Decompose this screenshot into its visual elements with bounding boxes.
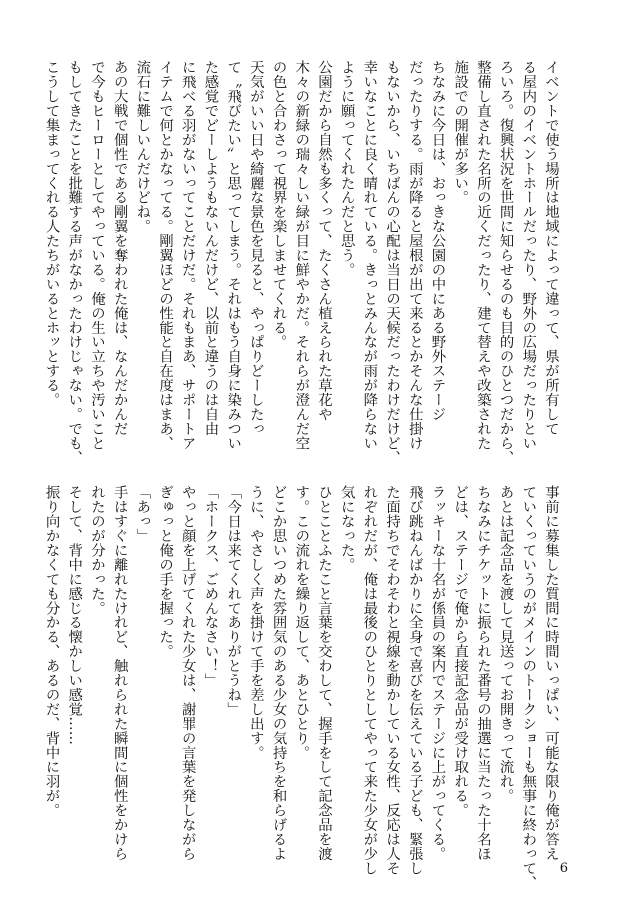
text-line: 気になった。 xyxy=(338,485,355,572)
text-line: ていくっていうのがメインのトークショーも無事に終わって、 xyxy=(520,485,537,890)
text-line: 木々の新緑の瑞々しい緑が目に鮮やかだ。それらが澄んだ空 xyxy=(293,60,310,451)
text-line: の色と合わさって視界を楽しませてくれる。 xyxy=(270,60,287,349)
text-line: 飛び跳ねんばかりに全身で喜びを伝えている子ども、緊張し xyxy=(406,485,423,876)
text-line: 公園だから自然も多くって、たくさん植えられた草花や xyxy=(315,60,332,422)
text-line: どは、ステージで俺から直接記念品が受け取れる。 xyxy=(452,485,469,818)
text-line: ひとことふたこと言葉を交わして、握手をして記念品を渡 xyxy=(315,485,332,861)
page-number: 6 xyxy=(559,861,568,876)
text-line: だったりする。雨が降ると屋根が出て来るとかそんな仕掛け xyxy=(406,60,423,451)
text-line: で今もヒーローとしてやっている。俺の生い立ちや汚いこと xyxy=(88,60,105,451)
text-line: て〝飛びたい〟と思ってしまう。それはもう自身に染みつい xyxy=(225,60,242,451)
text-line: ラッキーな十名が係員の案内でステージに上がってくる。 xyxy=(429,485,446,861)
text-line: た感覚でどーしようもないんだけど、以前と違うのは自由 xyxy=(202,60,219,436)
text-line: そして、背中に感じる懐かしい感覚…… xyxy=(66,485,83,746)
text-line: あの大戦で個性である剛翼を奪われた俺は、なんだかんだ xyxy=(111,60,128,436)
text-line: イテムで何とかなってる。剛翼ほどの性能と自在度はまあ、 xyxy=(157,60,174,451)
text-line: 天気がいい日や綺麗な景色を見ると、やっぱりどーしたっ xyxy=(247,60,264,436)
text-line: 施設での開催が多い。 xyxy=(452,60,469,205)
text-line: 「あっ」 xyxy=(134,485,151,543)
text-line: 振り向かなくても分かる、あるのだ、背中に羽が。 xyxy=(43,485,60,818)
text-line: に飛べる羽がないってことだけだ。それもまあ、サポートア xyxy=(179,60,196,451)
upper-text-block xyxy=(43,60,562,465)
text-line: こうして集まってくれる人たちがいるとホッとする。 xyxy=(43,60,60,407)
text-line: す。この流れを繰り返して、あとひとり。 xyxy=(293,485,310,760)
lower-text-block xyxy=(43,485,562,890)
text-line: 「今日は来てくれてありがとうね」 xyxy=(225,485,242,717)
text-line: ように願ってくれたんだと思う。 xyxy=(338,60,355,277)
text-line: イベントで使う場所は地域によって違って、県が所有して xyxy=(543,60,559,436)
text-line: ちなみにチケットに振られた番号の抽選に当たった十名ほ xyxy=(474,485,491,861)
text-line: あとは記念品を渡して見送ってお開きって流れ。 xyxy=(497,485,514,803)
text-line: れたのが分かった。 xyxy=(88,485,105,616)
text-line: 事前に募集した質問に時間いっぱい、可能な限り俺が答え xyxy=(543,485,559,861)
text-line: 整備し直された名所の近くだったり、建て替えや改築された xyxy=(474,60,491,451)
text-line: れぞれだが、俺は最後のひとりとしてやって来た少女が少し xyxy=(361,485,378,876)
text-line: どこか思いつめた雰囲気のある少女の気持ちを和らげるよ xyxy=(270,485,287,861)
text-line: 流石に難しいんだけどね。 xyxy=(134,60,151,234)
text-line: 手はすぐに離れたけれど、触れられた瞬間に個性をかけら xyxy=(111,485,128,861)
text-line: もないから、いちばんの心配は当日の天候だったわけだけど、 xyxy=(384,60,401,465)
text-line: 幸いなことに良く晴れている。きっとみんなが雨が降らない xyxy=(361,60,378,451)
text-line: ろいろ。復興状況を世間に知らせるのも目的のひとつだから、 xyxy=(497,60,514,465)
text-line: る屋内のイベントホールだったり、野外の広場だったりとい xyxy=(520,60,537,451)
text-line: ぎゅっと俺の手を握った。 xyxy=(157,485,174,659)
text-line: うに、やさしく声を掛けて手を差し出す。 xyxy=(247,485,264,760)
text-line: もしてきたことを批難する声がなかったわけじゃない。でも、 xyxy=(66,60,83,465)
text-line: ちなみに今日は、おっきな公園の中にある野外ステージ xyxy=(429,60,446,422)
text-line: やっと顔を上げてくれた少女は、謝罪の言葉を発しながら xyxy=(179,485,196,861)
text-line: 「ホークス、ごめんなさい！」 xyxy=(202,485,219,688)
text-line: た面持ちでそわそわと視線を動かしている女性、反応は人そ xyxy=(384,485,401,876)
